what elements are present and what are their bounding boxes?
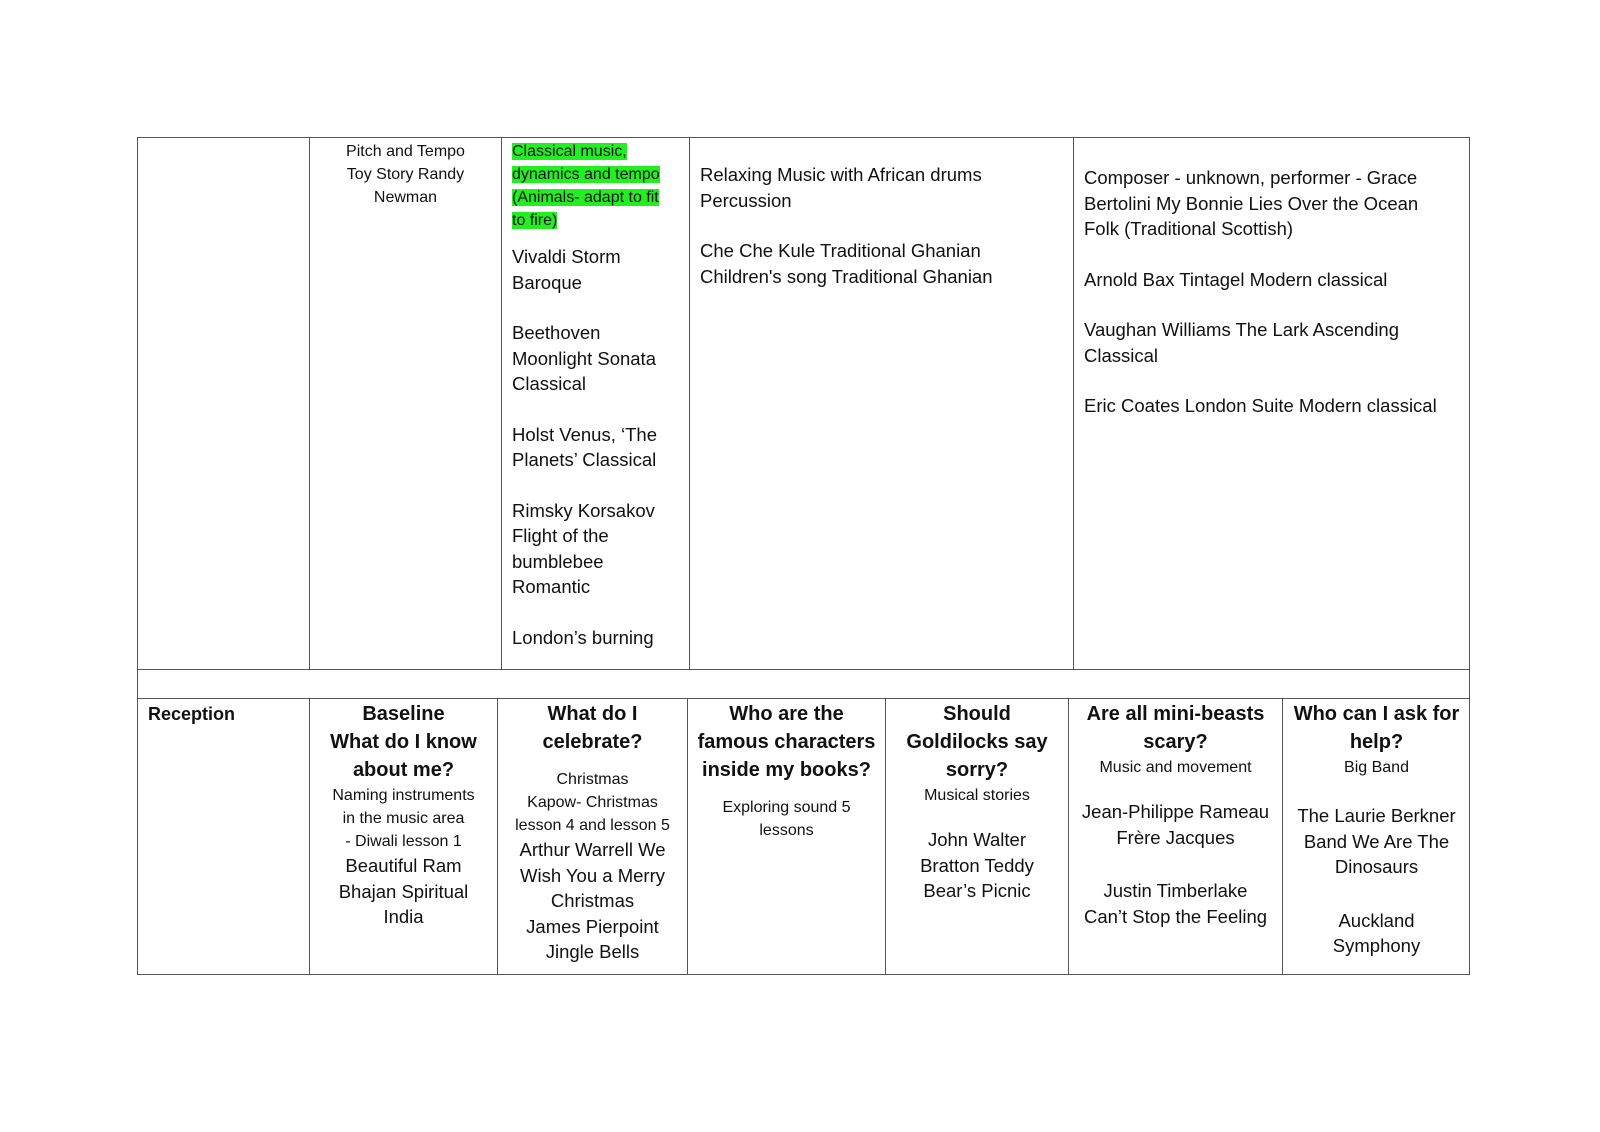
unit-piece: India [383,906,424,927]
top-col2-cell [309,137,501,669]
piece-line: Vaughan Williams The Lark Ascending [1084,319,1400,340]
piece-line: Vivaldi Storm [512,246,621,267]
unit-sub: Kapow- Christmas [527,794,658,811]
unit-sub: - Diwali lesson 1 [345,833,462,850]
unit-title: What do I [547,703,638,725]
highlight-line: to fire) [512,212,558,229]
piece-line: Eric Coates London Suite Modern classical [1084,395,1437,416]
piece-line: Relaxing Music with African drums [700,164,982,185]
unit-piece [1069,850,1282,878]
top-row-label-cell [137,137,309,669]
piece-line: Bertolini My Bonnie Lies Over the Ocean [1084,192,1419,214]
unit-piece: Wish You a Merry [520,864,665,886]
unit-title: sorry? [945,759,1009,781]
unit-piece: Christmas [550,890,635,911]
col2-line: Pitch and Tempo [346,143,465,160]
unit-sub: Exploring sound 5 [722,799,851,816]
unit-title: help? [1349,731,1404,753]
unit-sub: lesson 4 and lesson 5 [515,817,670,834]
unit-piece: Bhajan Spiritual [338,880,469,902]
col2-line: Newman [373,189,438,206]
piece-line: bumblebee [512,550,604,572]
unit-piece: Band We Are The [1303,830,1450,852]
unit-piece: Jean-Philippe Rameau [1081,801,1270,822]
unit-title: scary? [1143,731,1208,753]
unit-piece: Bear’s Picnic [923,880,1031,901]
unit-sub: Big Band [1344,759,1409,776]
piece-line: Rimsky Korsakov [512,499,655,521]
unit-title: Who can I ask for [1293,703,1460,725]
unit-sub: Christmas [556,771,629,788]
row-label: Reception [148,704,236,724]
top-col3-cell [501,137,689,669]
unit-piece: Can’t Stop the Feeling [1083,905,1268,927]
unit-piece: Bratton Teddy [920,854,1034,876]
unit-piece: Dinosaurs [1334,856,1419,877]
unit-piece: The Laurie Berkner [1297,805,1456,826]
piece-line: Che Che Kule Traditional Ghanian [700,240,981,261]
piece-line: Baroque [512,271,582,293]
unit-sub: lessons [759,822,814,839]
unit-cell [687,698,885,975]
piece-line: Percussion [700,189,792,211]
unit-sub: Musical stories [924,787,1030,804]
unit-piece: Jingle Bells [545,941,640,962]
piece-line: Beethoven [512,322,601,343]
unit-cell [1068,698,1282,975]
unit-piece [1283,880,1470,908]
unit-title: inside my books? [702,759,871,781]
unit-cell [497,698,687,975]
unit-title: What do I know [330,731,477,753]
highlight-line: Classical music, [512,143,627,160]
unit-piece: Frère Jacques [1116,826,1235,848]
unit-cell [1282,698,1470,975]
top-col5-cell [1073,137,1470,669]
unit-title: Are all mini-beasts [1086,703,1265,725]
piece-line: Flight of the [512,525,609,546]
piece-line: Classical [1084,344,1159,366]
reception-label-cell [137,698,309,975]
unit-piece: James Pierpoint [526,915,659,937]
highlight-line: (Animals- adapt to fit [512,189,659,206]
unit-cell [309,698,497,975]
unit-sub: Music and movement [1099,759,1252,776]
piece-line: Planets’ Classical [512,449,657,470]
unit-title: famous characters [697,731,876,753]
unit-piece: Justin Timberlake [1103,880,1248,901]
unit-sub: Naming instruments [332,787,475,804]
piece-line: London’s burning [512,626,654,648]
top-col4-cell [689,137,1073,669]
unit-piece: John Walter [927,829,1027,850]
unit-title: Who are the [729,703,844,725]
unit-title: Baseline [362,703,445,725]
unit-title: about me? [352,759,455,781]
piece-line: Children's song Traditional Ghanian [700,265,993,287]
unit-piece: Beautiful Ram [345,855,462,876]
unit-title: Goldilocks say [906,731,1048,753]
piece-line: Moonlight Sonata [512,347,656,369]
unit-sub: in the music area [342,810,465,827]
piece-line: Classical [512,373,587,394]
unit-piece: Symphony [1332,935,1421,956]
piece-line: Folk (Traditional Scottish) [1084,218,1294,239]
unit-title: Should [943,703,1011,725]
highlighted-note [512,140,689,232]
piece-line: Romantic [512,576,591,597]
unit-piece: Arthur Warrell We [519,839,666,860]
unit-cell [885,698,1068,975]
spacer-row [137,669,1470,698]
highlight-line: dynamics and tempo [512,166,660,183]
unit-title: celebrate? [542,731,643,753]
piece-line: Composer - unknown, performer - Grace [1084,167,1418,188]
col2-line: Toy Story Randy [346,166,465,183]
piece-line: Holst Venus, ‘The [512,423,657,445]
piece-line: Arnold Bax Tintagel Modern classical [1084,268,1388,290]
unit-piece: Auckland [1338,909,1415,931]
